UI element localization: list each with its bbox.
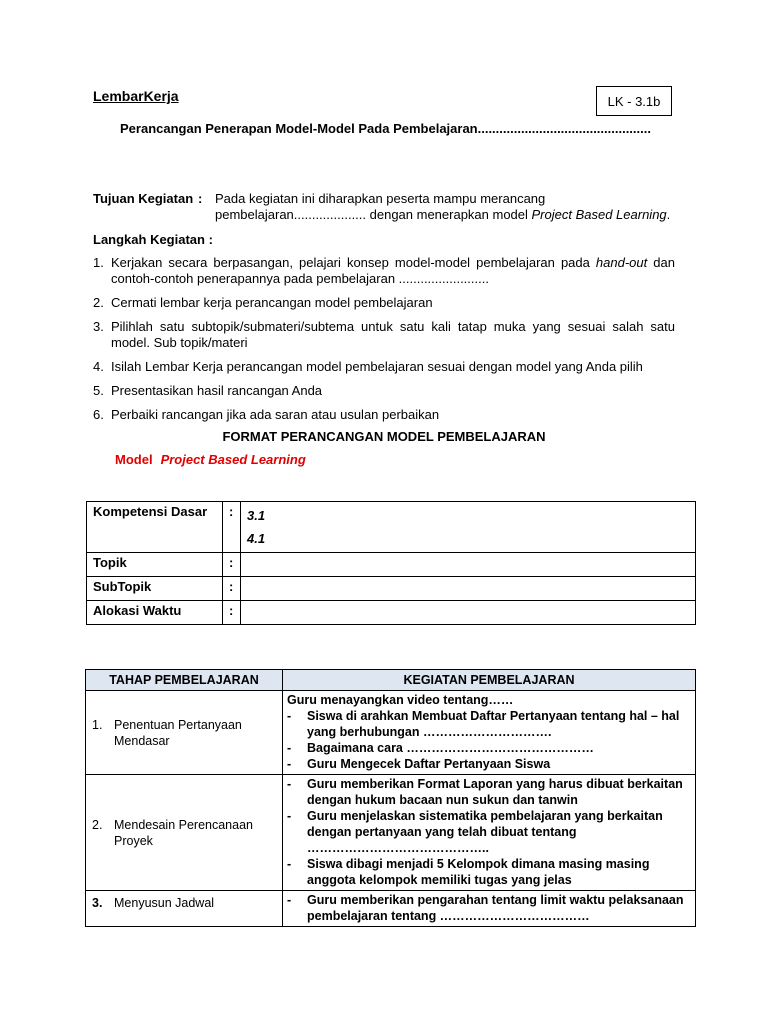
langkah-label: Langkah Kegiatan : [93, 232, 213, 247]
info-value[interactable] [241, 553, 696, 577]
tujuan-label: Tujuan Kegiatan [93, 191, 194, 206]
worksheet-code-box [596, 86, 672, 116]
info-label: Topik [87, 553, 223, 577]
info-value[interactable] [241, 577, 696, 601]
header-kegiatan: KEGIATAN PEMBELAJARAN [283, 670, 696, 691]
tujuan-colon: : [198, 191, 203, 206]
activity-item: - Siswa dibagi menjadi 5 Kelompok dimana masing masing anggota kelompok memiliki tugas yang jelas [287, 857, 650, 887]
steps-list [93, 255, 675, 431]
stage-label: Penentuan Pertanyaan Mendasar [114, 717, 242, 748]
tujuan-line-2: pembelajaran.................... dengan menerapkan model Project Based Learning. [215, 207, 671, 222]
info-value[interactable] [241, 601, 696, 625]
info-row-alokasi [87, 601, 696, 625]
activity-cell [283, 691, 696, 775]
activity-item: - Guru memberikan Format Laporan yang harus dibuat berkaitan dengan hukum bacaan nun sukun dan tanwin [287, 777, 683, 807]
info-colon: : [223, 577, 241, 601]
activity-item: - Guru memberikan pengarahan tentang limit waktu pelaksanaan pembelajaran tentang ……………………………… [287, 893, 684, 923]
activity-row [86, 691, 696, 775]
stage-label: Mendesain Perencanaan Proyek [114, 817, 253, 848]
activity-item: - Guru Mengecek Daftar Pertanyaan Siswa [287, 757, 551, 771]
activity-intro: Guru menayangkan video tentang…… [287, 693, 514, 707]
header-tahap: TAHAP PEMBELAJARAN [86, 670, 283, 691]
activity-cell [283, 891, 696, 927]
info-label: Kompetensi Dasar [87, 502, 223, 553]
model-line [115, 452, 306, 467]
stage-label: Menyusun Jadwal [114, 896, 215, 910]
info-colon: : [223, 601, 241, 625]
step-item: 5. Presentasikan hasil rancangan Anda [93, 383, 323, 398]
worksheet-title: LembarKerja [93, 88, 179, 104]
activity-table [85, 669, 696, 927]
step-item: 3. Pilihlah satu subtopik/submateri/subtema untuk satu kali tatap muka yang sesuai salah satu model. Sub topik/materi [93, 319, 675, 350]
activity-cell [283, 775, 696, 891]
info-colon: : [223, 502, 241, 553]
info-label: Alokasi Waktu [87, 601, 223, 625]
activity-row [86, 891, 696, 927]
activity-header-row [86, 670, 696, 691]
activity-item: - Siswa di arahkan Membuat Daftar Pertanyaan tentang hal – hal yang berhubungan …………………………. [287, 709, 680, 739]
model-label: Model [115, 452, 153, 467]
info-value[interactable]: 3.1 4.1 [241, 502, 696, 553]
stage-cell: 2. Mendesain Perencanaan Proyek [86, 775, 283, 891]
step-item: 4. Isilah Lembar Kerja perancangan model pembelajaran sesuai dengan model yang Anda pilih [93, 359, 643, 374]
info-table [86, 501, 696, 625]
info-row-kompetensi [87, 502, 696, 553]
tujuan-text [215, 191, 675, 223]
format-title: FORMAT PERANCANGAN MODEL PEMBELAJARAN [222, 429, 546, 444]
activity-item: - Bagaimana cara ……………………………………… [287, 741, 594, 755]
step-item: 1. Kerjakan secara berpasangan, pelajari konsep model-model pembelajaran pada hand-out dan contoh-contoh penerapannya pada pembelajaran ......................... [93, 255, 675, 286]
info-row-topik [87, 553, 696, 577]
info-label: SubTopik [87, 577, 223, 601]
step-item: 2. Cermati lembar kerja perancangan model pembelajaran [93, 295, 433, 310]
step-item: 6. Perbaiki rancangan jika ada saran atau usulan perbaikan [93, 407, 440, 422]
stage-cell: 3. Menyusun Jadwal [86, 891, 283, 927]
activity-item: - Guru menjelaskan sistematika pembelajaran yang berkaitan dengan pertanyaan yang telah dibuat tentang …………………………………….. [287, 809, 663, 855]
info-colon: : [223, 553, 241, 577]
stage-cell: 1. Penentuan Pertanyaan Mendasar [86, 691, 283, 775]
info-row-subtopik [87, 577, 696, 601]
worksheet-subtitle: Perancangan Penerapan Model-Model Pada Pembelajaran................................................ [120, 121, 651, 136]
worksheet-code: LK - 3.1b [607, 93, 661, 109]
model-name: Project Based Learning [160, 452, 306, 467]
activity-row [86, 775, 696, 891]
tujuan-line-1: Pada kegiatan ini diharapkan peserta mampu merancang [215, 191, 546, 206]
